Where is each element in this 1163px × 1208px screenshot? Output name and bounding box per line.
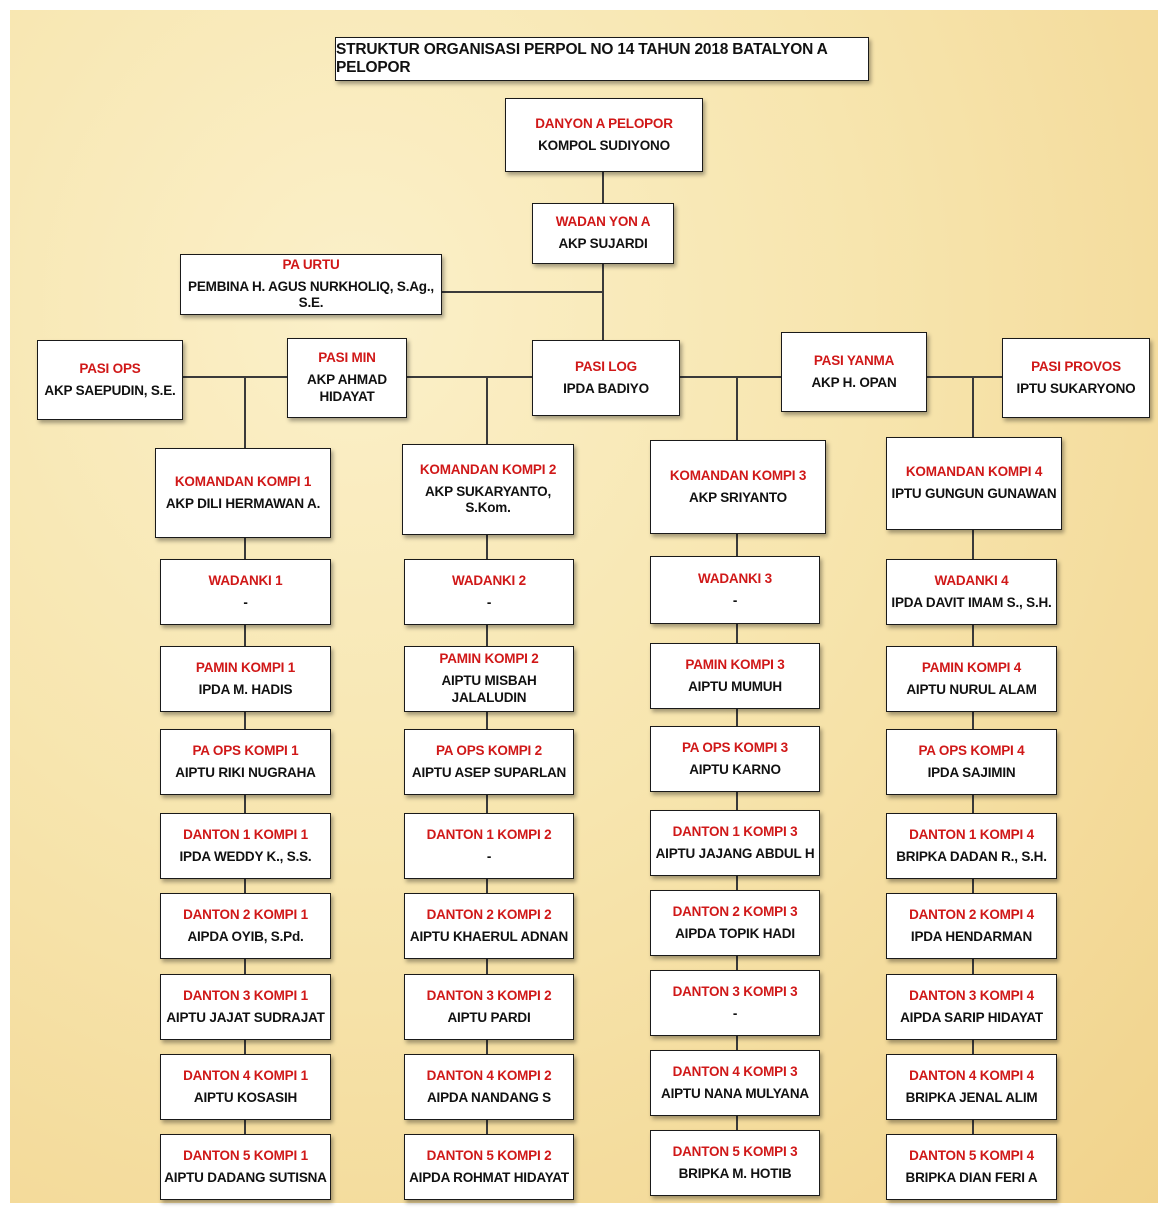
person-name: - xyxy=(486,594,492,610)
chart-title xyxy=(335,37,869,81)
box-wadanki-4 xyxy=(886,559,1057,625)
person-name: AIPDA OYIB, S.Pd. xyxy=(187,928,304,944)
box-danton-1-kompi-2 xyxy=(404,813,574,879)
person-name: PEMBINA H. AGUS NURKHOLIQ, S.Ag., S.E. xyxy=(188,278,434,311)
box-pamin-kompi-3 xyxy=(650,643,820,709)
box-danton-1-kompi-3 xyxy=(650,810,820,876)
role-label: PASI LOG xyxy=(575,358,637,374)
box-wadanki-1 xyxy=(160,559,331,625)
person-name: AIPDA ROHMAT HIDAYAT xyxy=(409,1169,569,1185)
box-danyon xyxy=(505,98,703,172)
box-danton-3-kompi-2 xyxy=(404,974,574,1040)
role-label: DANTON 2 KOMPI 4 xyxy=(909,906,1034,922)
person-name: - xyxy=(486,848,492,864)
person-name: AIPTU NANA MULYANA xyxy=(661,1085,809,1101)
role-label: DANTON 4 KOMPI 4 xyxy=(909,1067,1034,1083)
person-name: AKP SUJARDI xyxy=(558,236,648,251)
role-label: DANTON 1 KOMPI 2 xyxy=(426,826,552,842)
box-komandan-kompi-4 xyxy=(886,437,1062,530)
person-name: IPTU SUKARYONO xyxy=(1016,380,1136,396)
person-name: AIPTU KHAERUL ADNAN xyxy=(409,928,569,944)
person-name: AIPTU ASEP SUPARLAN xyxy=(411,764,567,780)
box-danton-1-kompi-4 xyxy=(886,813,1057,879)
person-name: AKP AHMAD HIDAYAT xyxy=(307,372,387,404)
box-pamin-kompi-4 xyxy=(886,646,1057,712)
box-pasi-provos xyxy=(1002,338,1150,418)
role-label: DANTON 3 KOMPI 2 xyxy=(426,987,552,1003)
box-pasi-yanma xyxy=(781,332,927,412)
person-name: - xyxy=(243,594,248,610)
box-danton-1-kompi-1 xyxy=(160,813,331,879)
box-wadan-yon xyxy=(532,203,674,264)
person-name: AKP SUKARYANTO, S.Kom. xyxy=(424,483,552,516)
person-name: - xyxy=(732,1005,738,1021)
chart-title-text: STRUKTUR ORGANISASI PERPOL NO 14 TAHUN 2018 BATALYON A PELOPOR xyxy=(336,41,828,76)
box-pa-urtu xyxy=(180,254,442,315)
role-label: DANTON 4 KOMPI 3 xyxy=(672,1063,798,1079)
role-label: PA OPS KOMPI 1 xyxy=(192,742,299,758)
role-label: KOMANDAN KOMPI 2 xyxy=(419,461,557,477)
person-name: AIPTU MISBAH JALALUDIN xyxy=(441,673,537,705)
role-label: WADANKI 1 xyxy=(208,572,283,588)
box-danton-5-kompi-3 xyxy=(650,1130,820,1196)
role-label: KOMANDAN KOMPI 1 xyxy=(174,473,312,489)
role-label: DANTON 3 KOMPI 3 xyxy=(672,983,798,999)
person-name: AIPDA NANDANG S xyxy=(426,1089,551,1105)
role-label: WADANKI 4 xyxy=(934,572,1009,588)
box-wadanki-2 xyxy=(404,559,574,625)
person-name: AKP H. OPAN xyxy=(811,374,897,390)
role-label: PA URTU xyxy=(282,256,340,272)
role-label: DANYON A PELOPOR xyxy=(535,115,673,131)
box-pa-ops-kompi-2 xyxy=(404,729,574,795)
person-name: KOMPOL SUDIYONO xyxy=(538,137,670,153)
person-name: AKP SAEPUDIN, S.E. xyxy=(44,382,176,398)
role-label: KOMANDAN KOMPI 3 xyxy=(669,467,807,483)
role-label: DANTON 4 KOMPI 1 xyxy=(183,1067,308,1083)
person-name: BRIPKA DADAN R., S.H. xyxy=(896,848,1047,864)
box-danton-4-kompi-2 xyxy=(404,1054,574,1120)
role-label: DANTON 3 KOMPI 1 xyxy=(183,987,308,1003)
role-label: DANTON 1 KOMPI 4 xyxy=(909,826,1034,842)
role-label: PAMIN KOMPI 1 xyxy=(195,659,296,675)
role-label: DANTON 3 KOMPI 4 xyxy=(909,987,1034,1003)
role-label: DANTON 4 KOMPI 2 xyxy=(426,1067,552,1083)
box-komandan-kompi-1 xyxy=(155,448,331,538)
person-name: AIPTU NURUL ALAM xyxy=(906,681,1037,697)
person-name: IPDA DAVIT IMAM S., S.H. xyxy=(891,594,1052,610)
role-label: PASI OPS xyxy=(79,360,141,376)
role-label: DANTON 5 KOMPI 3 xyxy=(672,1143,798,1159)
role-label: DANTON 2 KOMPI 3 xyxy=(672,903,798,919)
role-label: PAMIN KOMPI 3 xyxy=(685,656,785,672)
role-label: PA OPS KOMPI 2 xyxy=(436,742,542,758)
person-name: AIPTU KOSASIH xyxy=(193,1089,298,1105)
role-label: DANTON 1 KOMPI 3 xyxy=(672,823,798,839)
person-name: BRIPKA DIAN FERI A xyxy=(905,1169,1038,1185)
person-name: IPDA SAJIMIN xyxy=(927,764,1016,780)
box-pa-ops-kompi-3 xyxy=(650,726,820,792)
box-pamin-kompi-2 xyxy=(404,646,574,712)
person-name: BRIPKA JENAL ALIM xyxy=(905,1089,1038,1105)
box-komandan-kompi-2 xyxy=(402,444,574,535)
person-name: BRIPKA M. HOTIB xyxy=(678,1165,792,1181)
role-label: PA OPS KOMPI 4 xyxy=(918,742,1025,758)
role-label: DANTON 5 KOMPI 1 xyxy=(183,1147,308,1163)
person-name: AIPTU DADANG SUTISNA xyxy=(164,1169,327,1185)
role-label: WADAN YON A xyxy=(555,214,651,230)
person-name: AKP SRIYANTO xyxy=(689,489,787,505)
person-name: IPTU GUNGUN GUNAWAN xyxy=(891,486,1057,501)
box-danton-3-kompi-3 xyxy=(650,970,820,1036)
person-name: AIPTU KARNO xyxy=(689,761,781,777)
person-name: IPDA HENDARMAN xyxy=(910,928,1033,944)
role-label: PASI YANMA xyxy=(813,352,895,368)
box-danton-3-kompi-1 xyxy=(160,974,331,1040)
role-label: WADANKI 2 xyxy=(452,572,526,588)
role-label: PA OPS KOMPI 3 xyxy=(682,739,788,755)
box-danton-5-kompi-2 xyxy=(404,1134,574,1200)
box-danton-5-kompi-4 xyxy=(886,1134,1057,1200)
box-danton-2-kompi-2 xyxy=(404,893,574,959)
box-pasi-log xyxy=(532,340,680,416)
role-label: DANTON 5 KOMPI 4 xyxy=(909,1147,1034,1163)
person-name: AIPTU MUMUH xyxy=(688,678,782,694)
org-chart-canvas xyxy=(10,10,1158,1203)
person-name: AKP DILI HERMAWAN A. xyxy=(165,495,321,511)
person-name: AIPDA TOPIK HADI xyxy=(675,925,795,941)
role-label: DANTON 5 KOMPI 2 xyxy=(426,1147,552,1163)
box-pasi-ops xyxy=(37,340,183,420)
box-danton-5-kompi-1 xyxy=(160,1134,331,1200)
box-danton-2-kompi-3 xyxy=(650,890,820,956)
role-label: PASI PROVOS xyxy=(1031,358,1121,374)
box-pa-ops-kompi-1 xyxy=(160,729,331,795)
person-name: - xyxy=(732,592,738,608)
role-label: KOMANDAN KOMPI 4 xyxy=(905,464,1043,480)
box-danton-4-kompi-1 xyxy=(160,1054,331,1120)
box-danton-2-kompi-1 xyxy=(160,893,331,959)
person-name: IPDA WEDDY K., S.S. xyxy=(179,848,312,864)
box-pasi-min xyxy=(287,338,407,418)
box-komandan-kompi-3 xyxy=(650,440,826,534)
person-name: IPDA M. HADIS xyxy=(198,681,293,697)
box-danton-4-kompi-4 xyxy=(886,1054,1057,1120)
box-danton-3-kompi-4 xyxy=(886,974,1057,1040)
role-label: PASI MIN xyxy=(318,350,376,366)
person-name: AIPDA SARIP HIDAYAT xyxy=(900,1009,1043,1025)
role-label: DANTON 2 KOMPI 2 xyxy=(426,906,552,922)
role-label: DANTON 1 KOMPI 1 xyxy=(183,826,308,842)
box-pa-ops-kompi-4 xyxy=(886,729,1057,795)
box-danton-4-kompi-3 xyxy=(650,1050,820,1116)
box-wadanki-3 xyxy=(650,556,820,624)
role-label: PAMIN KOMPI 2 xyxy=(439,651,539,667)
role-label: PAMIN KOMPI 4 xyxy=(921,659,1022,675)
person-name: AIPTU RIKI NUGRAHA xyxy=(175,764,316,780)
box-danton-2-kompi-4 xyxy=(886,893,1057,959)
box-pamin-kompi-1 xyxy=(160,646,331,712)
role-label: WADANKI 3 xyxy=(698,570,772,586)
person-name: AIPTU JAJAT SUDRAJAT xyxy=(166,1009,325,1025)
role-label: DANTON 2 KOMPI 1 xyxy=(183,906,308,922)
person-name: IPDA BADIYO xyxy=(563,380,649,396)
person-name: AIPTU PARDI xyxy=(447,1009,531,1025)
person-name: AIPTU JAJANG ABDUL H xyxy=(655,845,815,861)
